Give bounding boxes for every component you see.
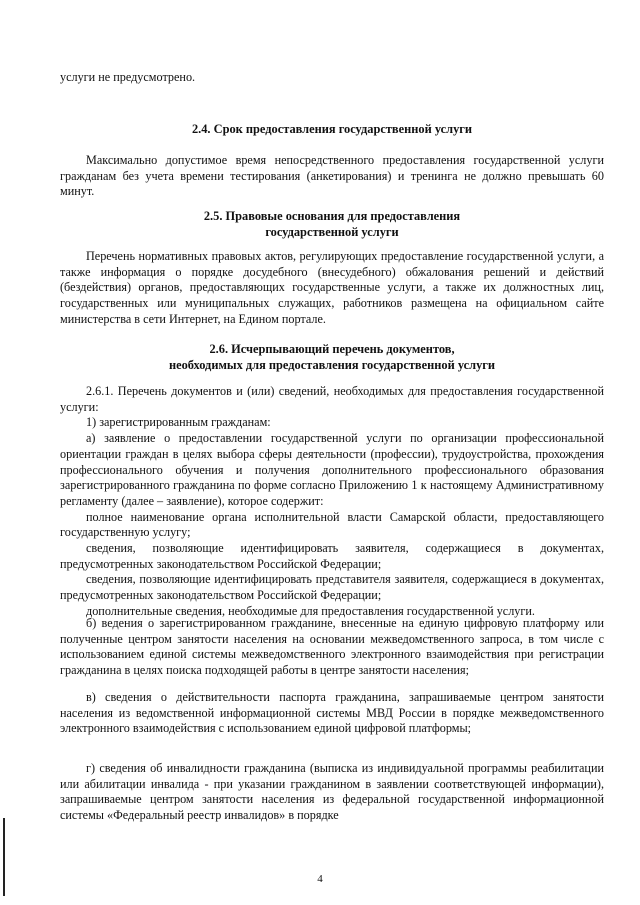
continuation-paragraph: услуги не предусмотрено.: [60, 70, 196, 84]
section-2-5: [60, 209, 604, 240]
section-2-5-paragraph: Перечень нормативных правовых актов, регулирующих предоставление государственной услуги, а также информация о порядке досудебного (внесудебного) обжалования решений и действий (бездействия) органов, предоставляющих государственные услуги, а также их должностных лиц, государственных или муниципальных служащих, работников размещена на официальном сайте министерства в сети Интернет, на Едином портале.: [60, 249, 604, 326]
continuation-text: [60, 70, 604, 86]
paragraph-registered-citizens: 1) зарегистрированным гражданам:: [86, 415, 271, 430]
paragraph-b-registration-info: б) ведения о зарегистрированном гражданине, внесенные на единую цифровую платформу или полученные центром занятости населения на основании межведомственного запроса, в том числе с использованием единой системы межведомственного электронного взаимодействия при регистрации гражданина в целях поиска подходящей работы в центре занятости населения;: [60, 616, 604, 678]
paragraph-representative-info: сведения, позволяющие идентифицировать представителя заявителя, содержащиеся в документах, предусмотренных законодательством Российской Федерации;: [60, 572, 604, 603]
section-2-6-title-line2: необходимых для предоставления государственной услуги: [168, 357, 496, 372]
paragraph-v-passport-info: в) сведения о действительности паспорта гражданина, запрашиваемые центром занятости населения из ведомственной информационной системы МВД России в порядке межведомственного электронного взаимодействия с использованием единой цифровой платформы;: [60, 690, 604, 736]
section-2-4: [60, 122, 604, 138]
section-2-5-title-line1: 2.5. Правовые основания для предоставления: [203, 209, 461, 223]
paragraph-2-6-1: 2.6.1. Перечень документов и (или) сведений, необходимых для предоставления государственной услуги:: [60, 384, 604, 414]
paragraph-authority-name: полное наименование органа исполнительной власти Самарской области, предоставляющего государственную услугу;: [60, 509, 604, 540]
paragraph-applicant-info: сведения, позволяющие идентифицировать заявителя, содержащиеся в документах, предусмотренных законодательством Российской Федерации;: [60, 541, 604, 571]
section-2-5-body: [60, 249, 604, 328]
paragraph-additional-info: дополнительные сведения, необходимые для предоставления государственной услуги.: [86, 603, 535, 618]
section-2-4-paragraph: Максимально допустимое время непосредственного предоставления государственной услуги гражданам без учета времени тестирования (анкетирования) и тренинга не должно превышать 60 минут.: [60, 153, 604, 199]
section-2-6-b: [60, 616, 604, 679]
section-2-6-v: [60, 690, 604, 737]
paragraph-a-application: а) заявление о предоставлении государственной услуги по организации профессиональной ориентации граждан в целях выбора сферы деятельности (профессии), трудоустройства, прохождения профессионального обучения и получения дополнительного профессионального образования зарегистрированного гражданина по форме согласно Приложению 1 к настоящему Административному регламенту (далее – заявление), которое содержит:: [60, 431, 604, 508]
section-2-4-title: 2.4. Срок предоставления государственной услуги: [191, 122, 473, 136]
paragraph-g-disability-info: г) сведения об инвалидности гражданина (выписка из индивидуальной программы реабилитации или абилитации инвалида - при указании гражданином в заявлении соответствующей информации), запрашиваемые центром занятости населения из федеральной государственной информационной системы «Федеральный реестр инвалидов» в порядке: [60, 761, 604, 823]
section-2-6-g: [60, 761, 604, 824]
page-number: 4: [317, 873, 323, 885]
section-2-4-body: [60, 153, 604, 200]
section-2-6: [60, 342, 604, 373]
section-2-6-body: [60, 384, 604, 620]
section-2-6-title-line1: 2.6. Исчерпывающий перечень документов,: [209, 342, 455, 356]
section-2-5-title-line2: государственной услуги: [265, 224, 399, 239]
